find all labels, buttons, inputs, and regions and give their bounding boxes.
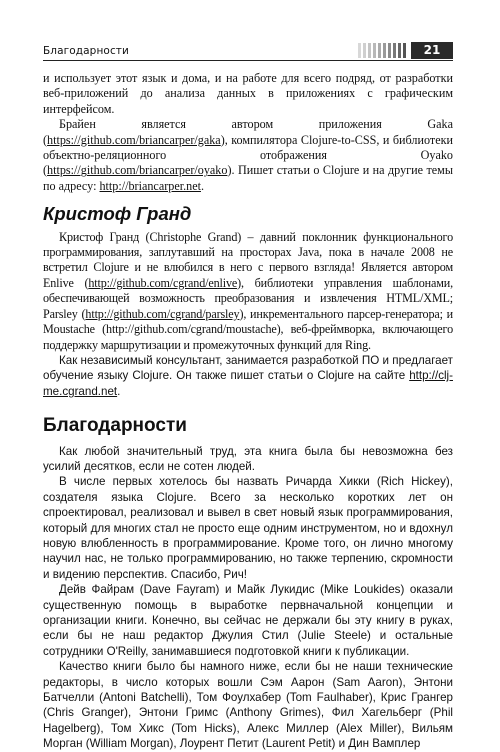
paragraph-brian-projects — [43, 117, 453, 194]
text-span: . — [200, 178, 205, 193]
header-bar — [393, 43, 396, 58]
header-bar — [398, 43, 401, 58]
header-bar — [383, 43, 386, 58]
header-bar — [358, 43, 361, 58]
header-bar — [388, 43, 391, 58]
text-span: Брайен является автором приложения Gaka ( — [43, 117, 453, 147]
header-gradient-bars — [358, 43, 408, 58]
text-span: Как независимый консультант, занимается разработкой ПО и предлагает обучение языку Clojure. Он также пишет статьи о Clojure на сайте — [43, 353, 453, 383]
link-parsley[interactable]: http://github.com/cgrand/parsley — [85, 306, 240, 321]
page-number: 21 — [411, 42, 453, 59]
text-span: ), инкрементального парсер-генератора; и Moustache (http://github.com/cgrand/moustache), веб-фреймворка, включающего поддержку маршрутизации и промежуточных функций для Ring. — [43, 306, 454, 352]
link-gaka[interactable]: https://github.com/briancarper/gaka — [47, 132, 221, 147]
paragraph-christophe-consulting — [43, 353, 453, 399]
paragraph-christophe-bio — [43, 230, 453, 353]
header-bar — [378, 43, 381, 58]
text-span: Кристоф Гранд (Christophe Grand) – давний поклонник функционального программирования, заплутавший на просторах Java, пока в начале 2008 не встретил Clojure и не влюбился в него с первого взгляда! Является автором Enlive ( — [43, 229, 453, 290]
page-body — [43, 71, 453, 752]
text-span: ). Пишет статьи о Clojure и на другие темы по адресу: — [43, 163, 453, 193]
header-rule — [43, 60, 453, 61]
text-span: ), компилятора Clojure-to-CSS, и библиотеки объектно-реляционного отображения Oyako ( — [43, 132, 453, 178]
link-enlive[interactable]: http://github.com/cgrand/enlive — [88, 275, 238, 290]
paragraph-rich-hickey: В числе первых хотелось бы назвать Ричарда Хикки (Rich Hickey), создателя языка Clojure. Всего за несколько коротких лет он спроектировал, реализовал и вывел в свет новый язык программирования, который для многих стал не просто еще одним инструментом, но и вдохнул новую влюбленность в программирование. Кроме того, он лично многому научил нас, не только программированию, но также терпению, скромности и видению перспектив. Спасибо, Рич! — [43, 475, 453, 581]
heading-acknowledgements: Благодарности — [43, 415, 187, 437]
header-bar — [368, 43, 371, 58]
paragraph-editors: Дейв Файрам (Dave Fayram) и Майк Лукидис (Mike Loukides) оказали существенную помощь в выработке первначальной концепции и организации книги. Конечно, вы сейчас не держали бы эту книгу в руках, если бы не наш редактор Джулия Стил (Julie Steele) и остальные сотрудники O'Reilly, занимавшиеся подготовкой книги к публикации. — [43, 583, 453, 658]
link-briancarper[interactable]: http://briancarper.net — [99, 178, 201, 193]
text-span: . — [117, 384, 121, 398]
text-span: ), библиотеки управления шаблонами, обеспечивающей возможность преобразования и извлечения HTML/XML; Parsley ( — [43, 275, 453, 321]
header-bar — [373, 43, 376, 58]
header-bar — [363, 43, 366, 58]
link-clj-me[interactable]: http://clj-me.cgrand.net — [43, 369, 453, 398]
header-bar — [403, 43, 406, 58]
link-oyako[interactable]: https://github.com/briancarper/oyako — [47, 163, 228, 178]
paragraph-brian-usage: и использует этот язык и дома, и на работе для всего подряд, от разработки веб-приложений до анализа данных в приложениях с графическим интерфейсом. — [43, 71, 453, 116]
heading-christophe-grand: Кристоф Гранд — [43, 203, 192, 225]
running-head-title: Благодарности — [43, 45, 129, 57]
paragraph-intro: Как любой значительный труд, эта книга была бы невозможна без усилий десятков, если не сотен людей. — [43, 444, 453, 473]
paragraph-tech-reviewers: Качество книги было бы намного ниже, если бы не наши технические редакторы, в число которых вошли Сэм Аарон (Sam Aaron), Энтони Батчелли (Antoni Batchelli), Том Фоулхабер (Tom Faulhaber), Крис Грангер (Chris Granger), Энтони Гримс (Anthony Grimes), Фил Хагельберг (Phil Hagelberg), Том Хикс (Tom Hicks), Алекс Миллер (Alex Miller), Вильям Морган (William Morgan), Лоурент Петит (Laurent Petit) и Дин Вамплер — [43, 660, 453, 751]
